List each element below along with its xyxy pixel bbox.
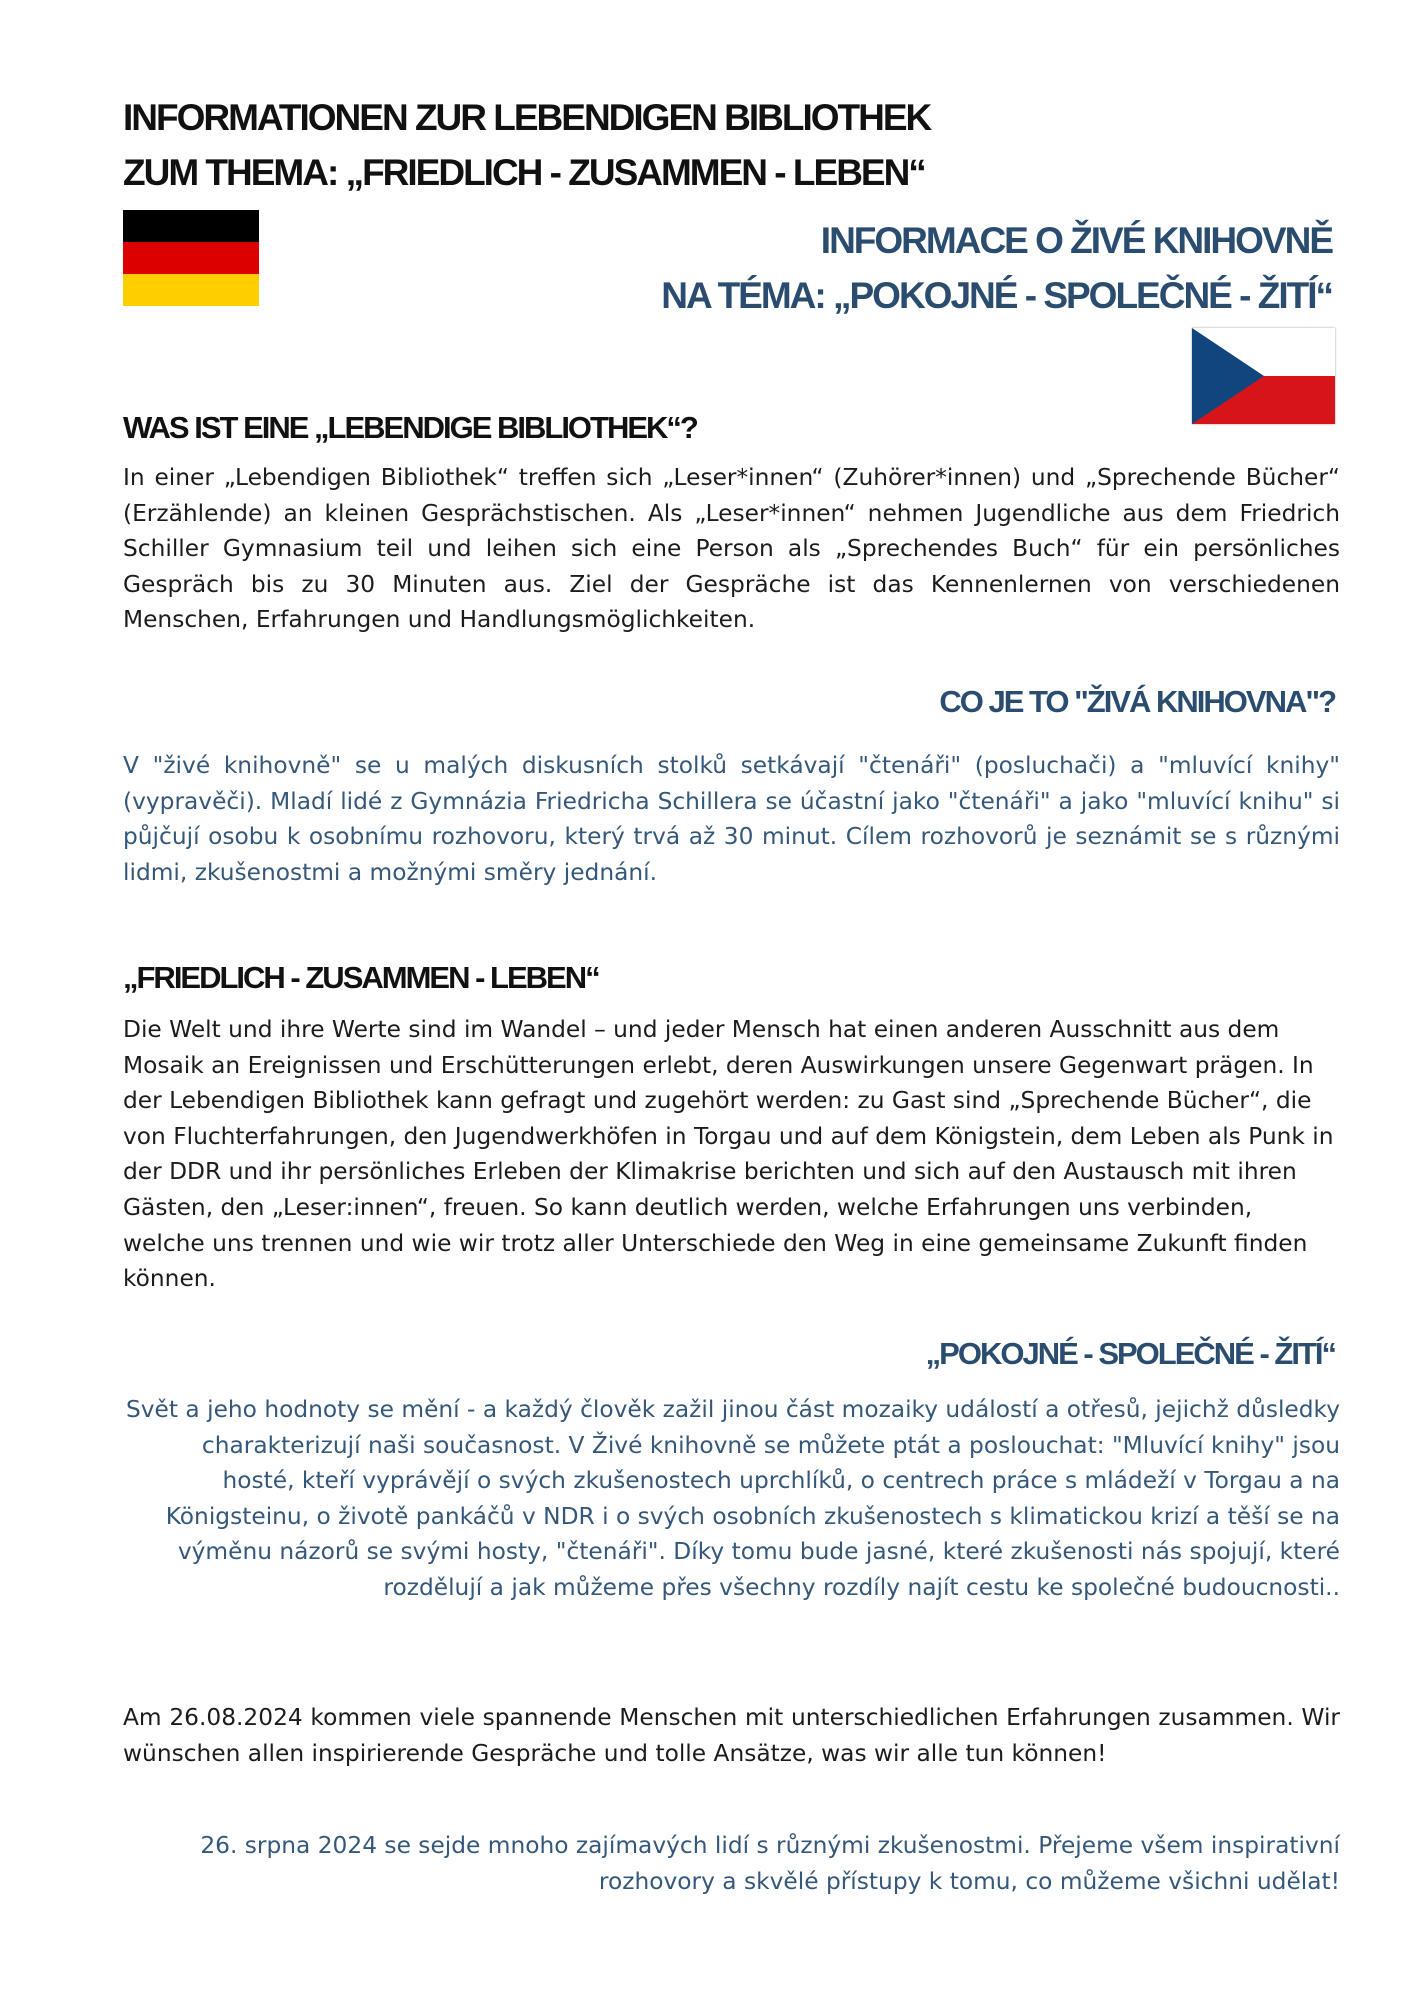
title-de — [123, 90, 930, 200]
title-cz-line2: NA TÉMA: „POKOJNÉ - SPOLEČNÉ - ŽITÍ“ — [661, 275, 1332, 316]
section1-heading-de: WAS IST EINE „LEBENDIGE BIBLIOTHEK“? — [123, 410, 697, 445]
section1-heading-cz: CO JE TO "ŽIVÁ KNIHOVNA"? — [939, 684, 1335, 719]
czech-flag-icon — [1192, 328, 1335, 424]
section1-text-de: In einer „Lebendigen Bibliothek“ treffen sich „Leser*innen“ (Zuhörer*innen) und „Sprechende Bücher“ (Erzählende) an kleinen Gesprächstischen. Als „Leser*innen“ nehmen Jugendliche aus dem Friedrich Schiller Gymnasium teil und leihen sich eine Person als „Sprechendes Buch“ für ein persönliches Gespräch bis zu 30 Minuten aus. Ziel der Gespräche ist das Kennenlernen von verschiedenen Menschen, Erfahrungen und Handlungsmöglichkeiten. — [123, 464, 1340, 634]
title-cz — [661, 213, 1332, 323]
title-de-line2: ZUM THEMA: „FRIEDLICH - ZUSAMMEN - LEBEN“ — [123, 152, 925, 193]
section1-text-cz: V "živé knihovně" se u malých diskusních stolků setkávají "čtenáři" (posluchači) a "mluvící knihy" (vypravěči). Mladí lidé z Gymnázia Friedricha Schillera se účastní jako "čtenáři" a jako "mluvící knihu" si půjčují osobu k osobnímu rozhovoru, který trvá až 30 minut. Cílem rozhovorů je seznámit se s různými lidmi, zkušenostmi a možnými směry jednání. — [123, 752, 1340, 886]
section2-heading-cz: „POKOJNÉ - SPOLEČNÉ - ŽITÍ“ — [925, 1336, 1335, 1371]
section2-heading-de: „FRIEDLICH - ZUSAMMEN - LEBEN“ — [123, 960, 599, 995]
section2-text-cz: Svět a jeho hodnoty se mění - a každý člověk zažil jinou část mozaiky událostí a otřesů, jejichž důsledky charakterizují naši současnost. V Živé knihovně se můžete ptát a poslouchat: "Mluvící knihy" jsou hosté, kteří vyprávějí o svých zkušenostech uprchlíků, o centrech práce s mládeží v Torgau a na Königsteinu, o životě pankáčů v NDR i o svých osobních zkušenostech s klimatickou krizí a těší se na výměnu názorů se svými hosty, "čtenáři". Díky tomu bude jasné, které zkušenosti nás spojují, které rozdělují a jak můžeme přes všechny rozdíly najít cestu ke společné budoucnosti.. — [125, 1396, 1340, 1601]
title-cz-line1: INFORMACE O ŽIVÉ KNIHOVNĚ — [820, 220, 1332, 261]
closing-text-cz: 26. srpna 2024 se sejde mnoho zajímavých lidí s různými zkušenostmi. Přejeme všem inspirativní rozhovory a skvělé přístupy k tomu, co můžeme všichni udělat! — [200, 1832, 1340, 1895]
title-de-line1: INFORMATIONEN ZUR LEBENDIGEN BIBLIOTHEK — [123, 97, 931, 138]
german-flag-icon — [123, 210, 259, 306]
section2-text-de: Die Welt und ihre Werte sind im Wandel – und jeder Mensch hat einen anderen Ausschnitt aus dem Mosaik an Ereignissen und Erschütterungen erlebt, deren Auswirkungen unsere Gegenwart prägen. In der Lebendigen Bibliothek kann gefragt und zugehört werden: zu Gast sind „Sprechende Bücher“, die von Fluchterfahrungen, den Jugendwerkhöfen in Torgau und auf dem Königstein, dem Leben als Punk in der DDR und ihr persönliches Erleben der Klimakrise berichten und sich auf den Austausch mit ihren Gästen, den „Leser:innen“, freuen. So kann deutlich werden, welche Erfahrungen uns verbinden, welche uns trennen und wie wir trotz aller Unterschiede den Weg in eine gemeinsame Zukunft finden können. — [123, 1016, 1334, 1293]
closing-text-de: Am 26.08.2024 kommen viele spannende Menschen mit unterschiedlichen Erfahrungen zusammen. Wir wünschen allen inspirierende Gespräche und tolle Ansätze, was wir alle tun können! — [123, 1704, 1340, 1767]
